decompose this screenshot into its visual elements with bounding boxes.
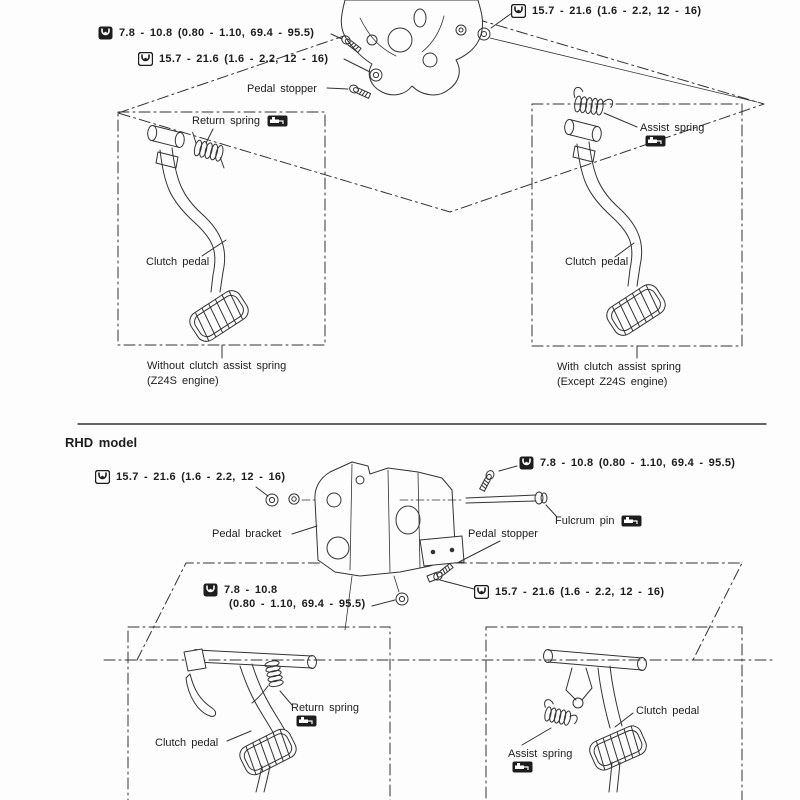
- torque-icon: [511, 4, 526, 18]
- grease-icon: [621, 515, 642, 527]
- torque-icon: [138, 52, 153, 66]
- part-label-return-spring: Return spring: [291, 702, 360, 714]
- torque-spec-pivot-nut-rhd: [95, 470, 285, 484]
- torque-value: 7.8 - 10.8 (0.80 - 1.10, 69.4 - 95.5): [540, 457, 736, 469]
- section-heading-rhd-model: RHD model: [65, 435, 138, 450]
- torque-spec-bracket-bolt-rhd: [519, 456, 735, 470]
- torque-spec-pedal-bolt: [98, 26, 314, 40]
- part-label-assist-spring: Assist spring: [508, 748, 573, 760]
- part-label-clutch-pedal: Clutch pedal: [636, 705, 700, 717]
- torque-icon: [95, 470, 110, 484]
- grease-icon: [267, 115, 288, 127]
- part-label-clutch-pedal: Clutch pedal: [155, 737, 219, 749]
- torque-value: 15.7 - 21.6 (1.6 - 2.2, 12 - 16): [159, 53, 329, 65]
- torque-icon: [98, 26, 113, 40]
- grease-icon: [512, 761, 533, 773]
- part-label-return-spring: Return spring: [192, 114, 288, 128]
- part-label-pedal-bracket: Pedal bracket: [212, 528, 282, 540]
- torque-icon: [474, 585, 489, 599]
- part-label-clutch-pedal: Clutch pedal: [565, 256, 629, 268]
- torque-value: (0.80 - 1.10, 69.4 - 95.5): [229, 598, 366, 610]
- torque-spec-pedal-nut: [138, 52, 328, 66]
- part-label-clutch-pedal: Clutch pedal: [146, 256, 210, 268]
- torque-icon: [203, 583, 218, 597]
- part-label-pedal-stopper: Pedal stopper: [468, 528, 538, 540]
- torque-spec-pivot-nut: [511, 4, 701, 18]
- torque-value: 15.7 - 21.6 (1.6 - 2.2, 12 - 16): [532, 5, 702, 17]
- grease-icon: [645, 135, 666, 147]
- torque-value: 7.8 - 10.8 (0.80 - 1.10, 69.4 - 95.5): [119, 27, 315, 39]
- torque-value: 7.8 - 10.8: [224, 584, 278, 596]
- torque-spec-stopper-rhd: [203, 583, 365, 611]
- caption-without-assist-spring: Without clutch assist spring (Z24S engine): [147, 360, 287, 387]
- part-label-fulcrum-pin: Fulcrum pin: [555, 514, 642, 528]
- torque-icon: [519, 456, 534, 470]
- torque-spec-clip-rhd: [474, 585, 664, 599]
- caption-with-assist-spring: With clutch assist spring (Except Z24S engine): [557, 361, 681, 388]
- part-label-assist-spring: Assist spring: [640, 122, 705, 134]
- part-label-pedal-stopper: Pedal stopper: [247, 83, 317, 95]
- torque-value: 15.7 - 21.6 (1.6 - 2.2, 12 - 16): [495, 586, 665, 598]
- torque-value: 15.7 - 21.6 (1.6 - 2.2, 12 - 16): [116, 471, 286, 483]
- grease-icon: [296, 715, 317, 727]
